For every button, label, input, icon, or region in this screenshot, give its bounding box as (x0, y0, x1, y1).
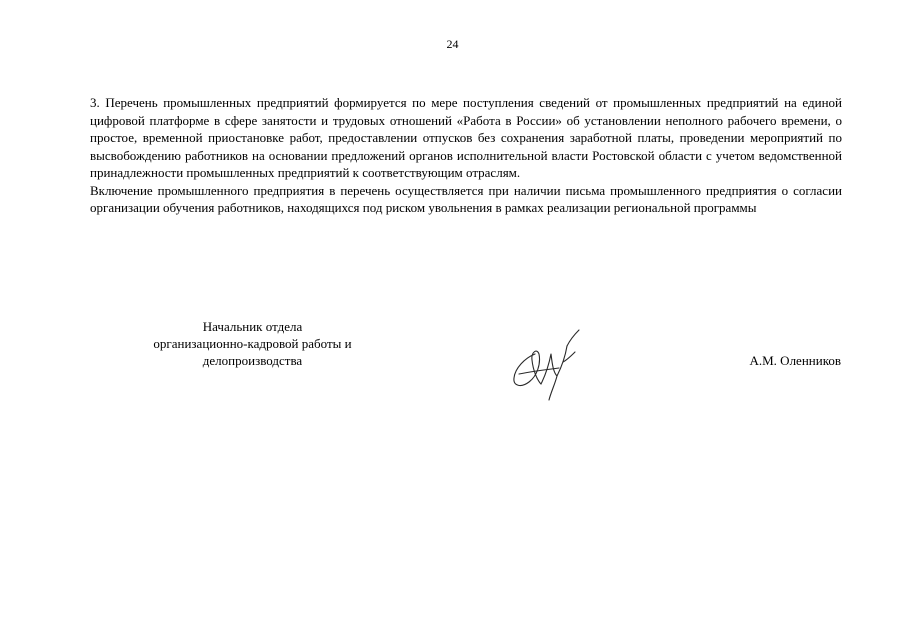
page-number: 24 (446, 37, 459, 51)
signature-block (0, 318, 905, 408)
position-line: делопроизводства (202, 353, 303, 368)
signatory-position (110, 318, 395, 369)
handwritten-signature-icon (505, 324, 587, 402)
paragraph-inclusion-condition: Включение промышленного предприятия в перечень осуществляется при наличии письма промышленного предприятия о согласии организации обучения работников, находящихся под риском увольнения в рамках реализации региональной программы (90, 182, 842, 215)
position-line: Начальник отдела (202, 319, 303, 334)
paragraph-list-formation: 3. Перечень промышленных предприятий формируется по мере поступления сведений от промышленных предприятий на единой цифровой платформе в сфере занятости и трудовых отношений «Работа в России» об установлении неполного рабочего времени, о простое, временной приостановке работ, предоставлении отпусков без сохранения заработной платы, проведении мероприятий по высвобождению работников на основании предложений органов исполнительной власти Ростовской области с учетом ведомственной принадлежности промышленных предприятий к соответствующим отраслям. (90, 95, 842, 180)
position-line: организационно-кадровой работы и (153, 336, 352, 351)
document-body (90, 94, 842, 217)
signatory-name: А.М. Оленников (749, 353, 841, 368)
